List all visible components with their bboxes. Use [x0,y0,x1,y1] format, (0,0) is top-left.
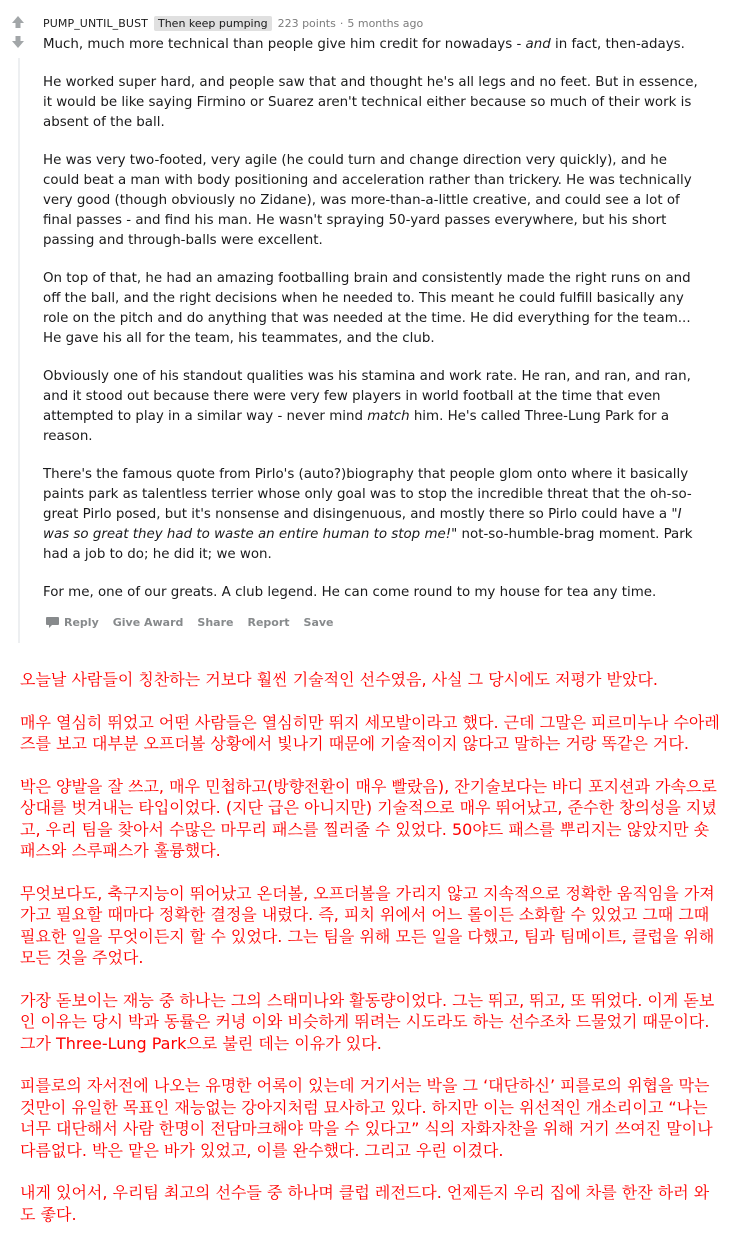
comment-text: in fact, then-adays. [550,37,685,52]
translation-paragraph: 매우 열심히 뛰었고 어떤 사람들은 열심히만 뛰지 세모발이라고 했다. 근데 그말은 피르미누나 수아레즈를 보고 대부분 오프더볼 상황에서 빛나기 때문에 기술적이지 않다고 말하는 거랑 똑같은 거다. [20,712,720,753]
korean-translation [20,669,720,1246]
meta-separator: · [339,16,344,30]
share-button[interactable]: Share [197,616,234,629]
comment-paragraph [43,465,703,565]
comment-text: Much, much more technical than people give him credit for nowadays - [43,37,526,52]
thread-line[interactable] [18,58,20,643]
reply-button[interactable] [45,616,99,629]
comment-actions [45,616,348,629]
translation-paragraph: 무엇보다도, 축구지능이 뛰어났고 온더볼, 오프더볼을 가리지 않고 지속적으로 정확한 움직임을 가져가고 필요할 때마다 정확한 결정을 내렸다. 즉, 피치 위에서 어느 롤이든 소화할 수 있었고 그때 그때 필요한 일을 무엇이든지 할 수 있었다. 그는 팀을 위해 모든 일을 다했고, 팀과 팀메이트, 클럽을 위해 모든 것을 주었다. [20,883,715,967]
comment-paragraph [43,269,703,349]
translation-paragraph: 오늘날 사람들이 칭찬하는 거보다 훨씬 기술적인 선수였음, 사실 그 당시에도 저평가 받았다. [20,670,658,689]
comment-text: There's the famous quote from Pirlo's (auto?)biography that people glom onto where it basically paints park as talentless terrier whose only goal was to stop the incredible threat that the oh-so-great Pirlo posed, but it's nonsense and disingenuous, and mostly there so Pirlo could have a " [43,467,692,522]
comment-time[interactable]: 5 months ago [347,16,424,30]
comment-paragraph [43,367,703,447]
comment-emphasis: and [525,37,551,52]
comment-text: On top of that, he had an amazing footballing brain and consistently made the right runs on and off the ball, and the right decisions when he needed to. This meant he could fulfill basically any role on the pitch and do anything that was needed at the time. He did everything for the team... He gave his all for the team, his teammates, and the club. [43,271,691,346]
downvote-arrow-icon[interactable] [10,34,26,50]
comment-text: He was very two-footed, very agile (he could turn and change direction very quickly), and he could beat a man with body positioning and acceleration rather than trickery. He was technically very good (though obviously no Zidane), was more-than-a-little creative, and could see a lot of final passes - and find his man. He wasn't spraying 50-yard passes everywhere, but his short passing and through-balls were excellent. [43,153,692,248]
comment-text: For me, one of our greats. A club legend. He can come round to my house for tea any time. [43,585,657,600]
reply-label: Reply [64,616,99,629]
comment-points: 223 points [277,16,336,30]
translation-paragraph: 피를로의 자서전에 나오는 유명한 어록이 있는데 거기서는 박을 그 ‘대단하신’ 피를로의 위협을 막는 것만이 유일한 목표인 재능없는 강아지처럼 묘사하고 있다. 하지만 이는 위선적인 개소리이고 “나는 너무 대단해서 사람 한명이 전담마크해야 막을 수 있다고” 식의 자화자찬을 위해 거기 쓰여진 말이나 다름없다. 박은 맡은 바가 있었고, 이를 완수했다. 그리고 우린 이겼다. [20,1076,713,1160]
vote-column [10,14,28,54]
comment-paragraph [43,151,703,251]
report-button[interactable]: Report [247,616,290,629]
comment-paragraph [43,35,703,55]
comment-text: " not-so-humble-brag moment. Park had a job to do; he did it; we won. [43,527,693,562]
translation-paragraph: 박은 양발을 잘 쓰고, 매우 민첩하고(방향전환이 매우 빨랐음), 잔기술보다는 바디 포지션과 가속으로 상대를 벗겨내는 타입이었다. (지단 급은 아니지만) 기술적으로 매우 뛰어났고, 준수한 창의성을 지녔고, 우리 팀을 찾아서 수많은 마무리 패스를 찔러줄 수 있었다. 50야드 패스를 뿌리지는 않았지만 숏패스와 스루패스가 훌륭했다. [20,776,717,860]
comment-text: He worked super hard, and people saw that and thought he's all legs and no feet. But in essence, it would be like saying Firmino or Suarez aren't technical either because so much of their work is absent of the ball. [43,75,698,130]
translation-paragraph: 가장 돋보이는 재능 중 하나는 그의 스태미나와 활동량이었다. 그는 뛰고, 뛰고, 또 뛰었다. 이게 돋보인 이유는 당시 박과 동률은 커녕 이와 비슷하게 뛰려는 시도라도 하는 선수조차 드물었기 때문이다. 그가 Three-Lung Park으로 불린 데는 이유가 있다. [20,990,715,1053]
comment-author[interactable]: PUMP_UNTIL_BUST [43,16,148,30]
comment-meta [43,14,423,32]
give-award-button[interactable]: Give Award [112,616,184,629]
comment-bubble-icon [45,616,60,629]
comment-text: him. He's called Three-Lung Park for a reason. [43,409,670,444]
comment-emphasis: I was so great they had to waste an entire human to stop me! [43,507,682,542]
save-button[interactable]: Save [303,616,334,629]
comment-text: Obviously one of his standout qualities was his stamina and work rate. He ran, and ran, and ran, and it stood out because there were very few players in world football at the time that even attempted to play in a similar way - never mind [43,369,691,424]
comment-body [43,35,703,621]
comment-paragraph [43,73,703,133]
translation-paragraph: 내게 있어서, 우리팀 최고의 선수들 중 하나며 클럽 레전드다. 언제든지 우리 집에 차를 한잔 하러 와도 좋다. [20,1183,710,1224]
user-flair: Then keep pumping [154,16,272,31]
comment-paragraph [43,583,703,603]
comment-emphasis: match [367,409,410,424]
upvote-arrow-icon[interactable] [10,14,26,30]
